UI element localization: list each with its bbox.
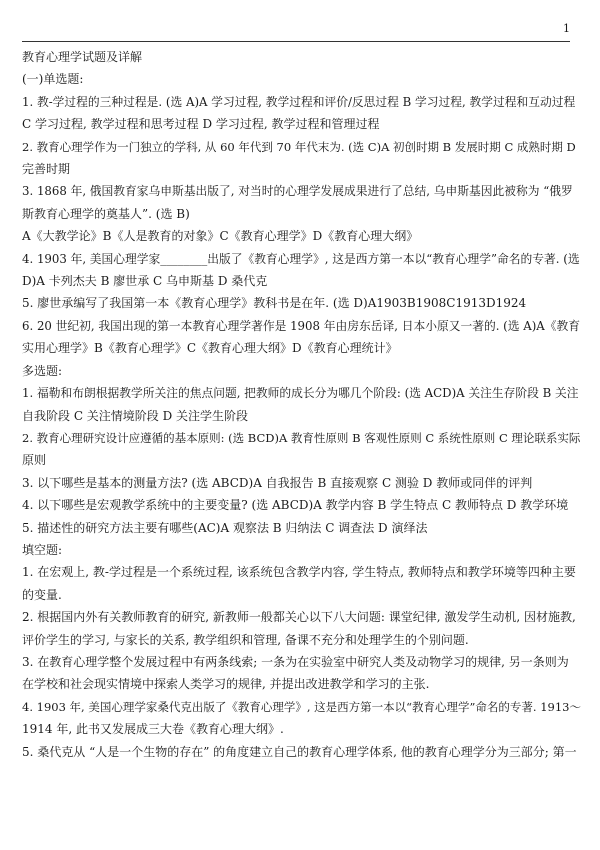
text-line: 多选题:	[22, 363, 63, 378]
text-lines	[22, 68, 582, 763]
text-line: 4. 以下哪些是宏观教学系统中的主要变量? (选 ABCD)A 教学内容 B 学生特点 C 教师特点 D 教学环境	[22, 498, 569, 513]
text-line: 5. 桑代克从 “人是一个生物的存在” 的角度建立自己的教育心理学体系, 他的教育心理学分为三部分; 第一	[22, 744, 577, 759]
text-line: 的变量.	[22, 587, 62, 602]
text-line: C 学习过程, 教学过程和思考过程 D 学习过程, 教学过程和管理过程	[22, 117, 380, 132]
text-line: 5. 廖世承编写了我国第一本《教育心理学》教科书是在年. (选 D)A1903B1908C1913D1924	[22, 296, 527, 311]
text-line: (一)单选题:	[22, 72, 84, 87]
text-line: 5. 描述性的研究方法主要有哪些(AC)A 观察法 B 归纳法 C 调查法 D 演绎法	[22, 520, 428, 535]
text-line: 3. 以下哪些是基本的测量方法? (选 ABCD)A 自我报告 B 直接观察 C 测验 D 教师或同伴的评判	[22, 475, 533, 490]
text-line: 2. 根据国内外有关教师教育的研究, 新教师一般都关心以下八大问题: 课堂纪律, 激发学生动机, 因材施教,	[22, 610, 576, 625]
page-number: 1	[563, 22, 570, 35]
text-line: 填空题:	[22, 542, 63, 557]
header-rule	[22, 41, 570, 42]
text-line: 4. 1903 年, 美国心理学家________出版了《教育心理学》, 这是西方第一本以“教育心理学”命名的专著. (选	[22, 251, 580, 266]
text-line: 1. 教-学过程的三种过程是. (选 A)A 学习过程, 教学过程和评价/反思过程 B 学习过程, 教学过程和互动过程	[22, 94, 576, 109]
text-line: 原则	[22, 453, 47, 468]
text-line: 斯教育心理学的奠基人”. (选 B)	[22, 206, 190, 221]
text-line: D)A 卡列杰夫 B 廖世承 C 乌申斯基 D 桑代克	[22, 274, 268, 289]
document-body	[22, 46, 582, 763]
text-line: 4. 1903 年, 美国心理学家桑代克出版了《教育心理学》, 这是西方第一本以“教育心理学”命名的专著. 1913～	[22, 699, 582, 714]
text-line: 1. 福勒和布朗根据教学所关注的焦点问题, 把教师的成长分为哪几个阶段: (选 ACD)A 关注生存阶段 B 关注	[22, 386, 579, 401]
text-line: 6. 20 世纪初, 我国出现的第一本教育心理学著作是 1908 年由房东岳译, 日本小原又一著的. (选 A)A《教育	[22, 318, 581, 333]
text-line: 3. 1868 年, 俄国教育家乌申斯基出版了, 对当时的心理学发展成果进行了总结, 乌申斯基因此被称为 “俄罗	[22, 184, 573, 199]
text-line: 3. 在教育心理学整个发展过程中有两条线索; 一条为在实验室中研究人类及动物学习的规律, 另一条则为	[22, 654, 569, 669]
text-line: 评价学生的学习, 与家长的关系, 教学组织和管理, 备课不充分和处理学生的个别问题.	[22, 632, 469, 647]
text-line: 1. 在宏观上, 教-学过程是一个系统过程, 该系统包含教学内容, 学生特点, 教师特点和教学环境等四种主要	[22, 565, 576, 580]
text-line: 完善时期	[22, 162, 71, 177]
document-title: 教育心理学试题及详解	[22, 50, 143, 64]
text-line: A《大教学论》B《人是教育的对象》C《教育心理学》D《教育心理大纲》	[22, 229, 419, 244]
text-line: 在学校和社会现实情境中探索人类学习的规律, 并提出改进教学和学习的主张.	[22, 677, 430, 692]
text-line: 实用心理学》B《教育心理学》C《教育心理大纲》D《教育心理统计》	[22, 341, 398, 356]
text-line: 2. 教育心理学作为一门独立的学科, 从 60 年代到 70 年代末为. (选 C)A 初创时期 B 发展时期 C 成熟时期 D	[22, 139, 576, 154]
text-line: 2. 教育心理研究设计应遵循的基本原则: (选 BCD)A 教育性原则 B 客观性原则 C 系统性原则 C 理论联系实际	[22, 430, 581, 445]
text-line: 自我阶段 C 关注情境阶段 D 关注学生阶段	[22, 408, 249, 423]
text-line: 1914 年, 此书又发展成三大卷《教育心理大纲》.	[22, 722, 284, 737]
